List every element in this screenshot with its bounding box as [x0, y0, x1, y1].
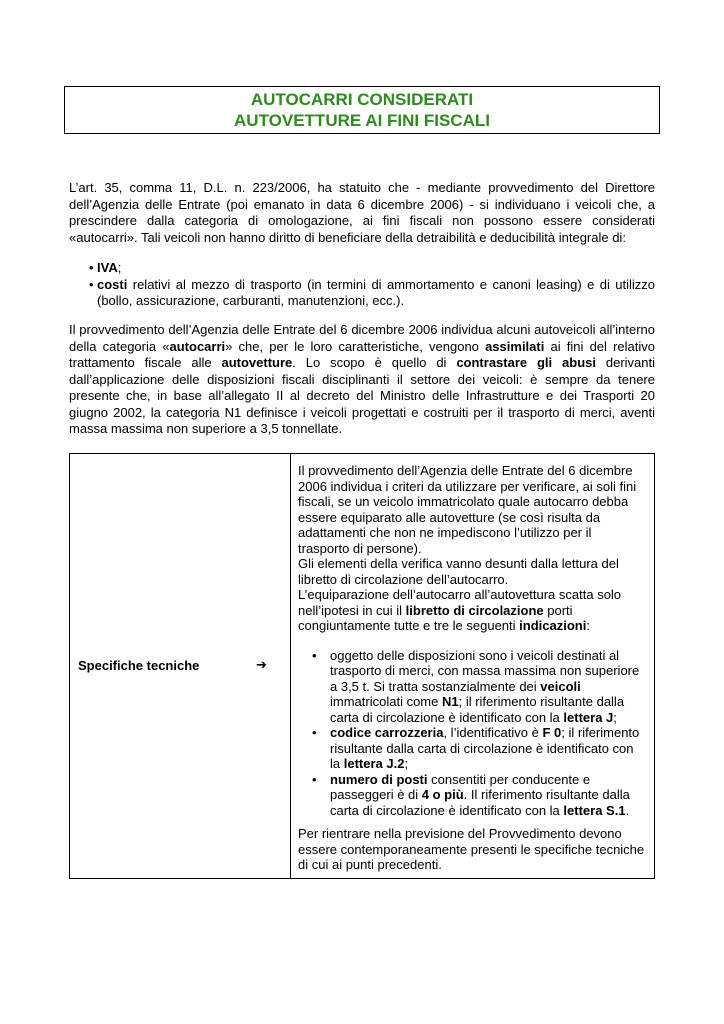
text-run: Il provvedimento dell’Agenzia delle Entrate del 6 dicembre 2006 individua alcuni autoveicoli all’interno della categoria «: [69, 322, 655, 354]
bold-run: libretto di circolazione: [405, 602, 544, 618]
text-run: immatricolati come: [330, 694, 442, 709]
bold-run: numero di posti: [330, 771, 428, 787]
bold-run: lettera S.1: [563, 802, 626, 818]
bold-run: indicazioni: [519, 618, 587, 633]
bold-run: contrastare gli abusi: [456, 355, 596, 370]
title-line-1: AUTOCARRI CONSIDERATI: [250, 90, 474, 109]
bullet-icon: •: [312, 647, 317, 663]
text-run: . Il riferimento risultante dalla carta di circolazione è identificato con la: [330, 787, 630, 818]
text-run: , l’identificativo è: [443, 725, 543, 740]
benefit-list: [69, 260, 655, 310]
bullet-icon: •: [312, 725, 317, 740]
text-run: :: [586, 618, 590, 633]
criteria-list: [298, 648, 646, 819]
bullet-text: ;: [117, 260, 122, 275]
spec-table: [69, 453, 655, 879]
text-run: oggetto delle disposizioni sono i veicoli destinati al trasporto di merci, con massa massima non superiore a 3,5 t. Si tratta sostanzialmente dei: [330, 647, 640, 694]
bold-run: codice carrozzeria: [330, 725, 444, 740]
bullet-icon: •: [312, 771, 317, 787]
bold-run: 4 o più: [421, 787, 464, 802]
bold-run: assimilati: [485, 338, 545, 354]
text-run: ; il riferimento risultante dalla carta di circolazione è identificato con la: [330, 694, 625, 725]
intro-paragraph: L’art. 35, comma 11, D.L. n. 223/2006, ha statuito che - mediante provvedimento del Direttore dell’Agenzia delle Entrate (poi emanato in data 6 dicembre 2006) - si individuano i veicoli che, a prescindere dalla categoria di omologazione, ai fini fiscali non possono essere considerati «autocarri». Tali veicoli non hanno diritto di beneficiare della detraibilità e deducibilità integrale di:: [69, 180, 655, 245]
bullet-icon: •: [89, 260, 94, 275]
text-run: ; il riferimento risultante dalla carta di circolazione è identificato con la: [330, 725, 640, 771]
bold-run: veicoli: [540, 678, 581, 694]
spec-closing: Per rientrare nella previsione del Provvedimento devono essere contemporaneamente presenti le specifiche tecniche di cui ai punti precedenti.: [298, 826, 645, 872]
text-run: L’equiparazione dell’autocarro all’autovettura scatta solo nell’ipotesi in cui il: [298, 587, 622, 618]
column-divider: [290, 454, 291, 878]
text-run: ;: [404, 756, 409, 771]
text-run: consentiti per conducente e passeggeri è di: [330, 771, 591, 802]
text-run: . Lo scopo è quello di: [292, 355, 457, 370]
spec-intro-2: Gli elementi della verifica vanno desunti dalla lettura del libretto di circolazione dell’autocarro.: [298, 556, 619, 587]
text-run: porti congiuntamente tutte e tre le seguenti: [298, 602, 573, 633]
spec-content: [298, 463, 646, 873]
list-item: [298, 648, 646, 726]
title-box: [64, 86, 660, 134]
bold-run: lettera J: [563, 709, 614, 725]
bullet-text: relativi al mezzo di trasporto (in termini di ammortamento e canoni leasing) e di utilizzo (bollo, assicurazione, carburanti, manutenzioni, ecc.).: [97, 276, 655, 308]
bold-run: F 0: [542, 725, 562, 740]
text-run: » che, per le loro caratteristiche, vengono: [225, 338, 486, 354]
text-run: ;: [613, 709, 617, 725]
bold-run: N1: [441, 694, 459, 709]
explanation-paragraph: [69, 322, 655, 438]
list-item: [298, 772, 646, 819]
bullet-bold: IVA: [97, 260, 118, 275]
bold-run: autocarri: [169, 338, 226, 354]
text-run: .: [625, 802, 630, 818]
bold-run: lettera J.2: [343, 756, 405, 771]
text-run: derivanti dall’applicazione delle disposizioni fiscali disciplinanti il settore dei veicoli: è sempre da tenere presente che, in base all’allegato II al decreto del Ministro delle Infrastrutture e dei Trasporti 20 giugno 2002, la categoria N1 definisce i veicoli progettati e costruiti per il trasporto di merci, aventi massa massima non superiore a 3,5 tonnellate.: [69, 355, 655, 436]
list-item: [69, 260, 655, 277]
bold-run: autovetture: [221, 355, 293, 370]
title-line-2: AUTOVETTURE AI FINI FISCALI: [234, 111, 490, 130]
bullet-bold: costi: [97, 276, 128, 292]
text-run: ai fini del relativo trattamento fiscale alle: [69, 338, 655, 370]
spec-label: Specifiche tecniche: [78, 658, 200, 673]
spec-intro-1: Il provvedimento dell’Agenzia delle Entrate del 6 dicembre 2006 individua i criteri da utilizzare per verificare, ai soli fini fiscali, se un veicolo immatricolato quale autocarro debba essere equiparato alle autovetture (se così risulta da adattamenti che non ne impediscono l’utilizzo per il trasporto di persone).: [298, 463, 637, 556]
spec-intro-3: [298, 587, 646, 634]
bullet-icon: •: [89, 276, 94, 292]
list-item: [69, 277, 655, 310]
arrow-right-icon: ➔: [256, 657, 267, 672]
list-item: [298, 725, 646, 772]
